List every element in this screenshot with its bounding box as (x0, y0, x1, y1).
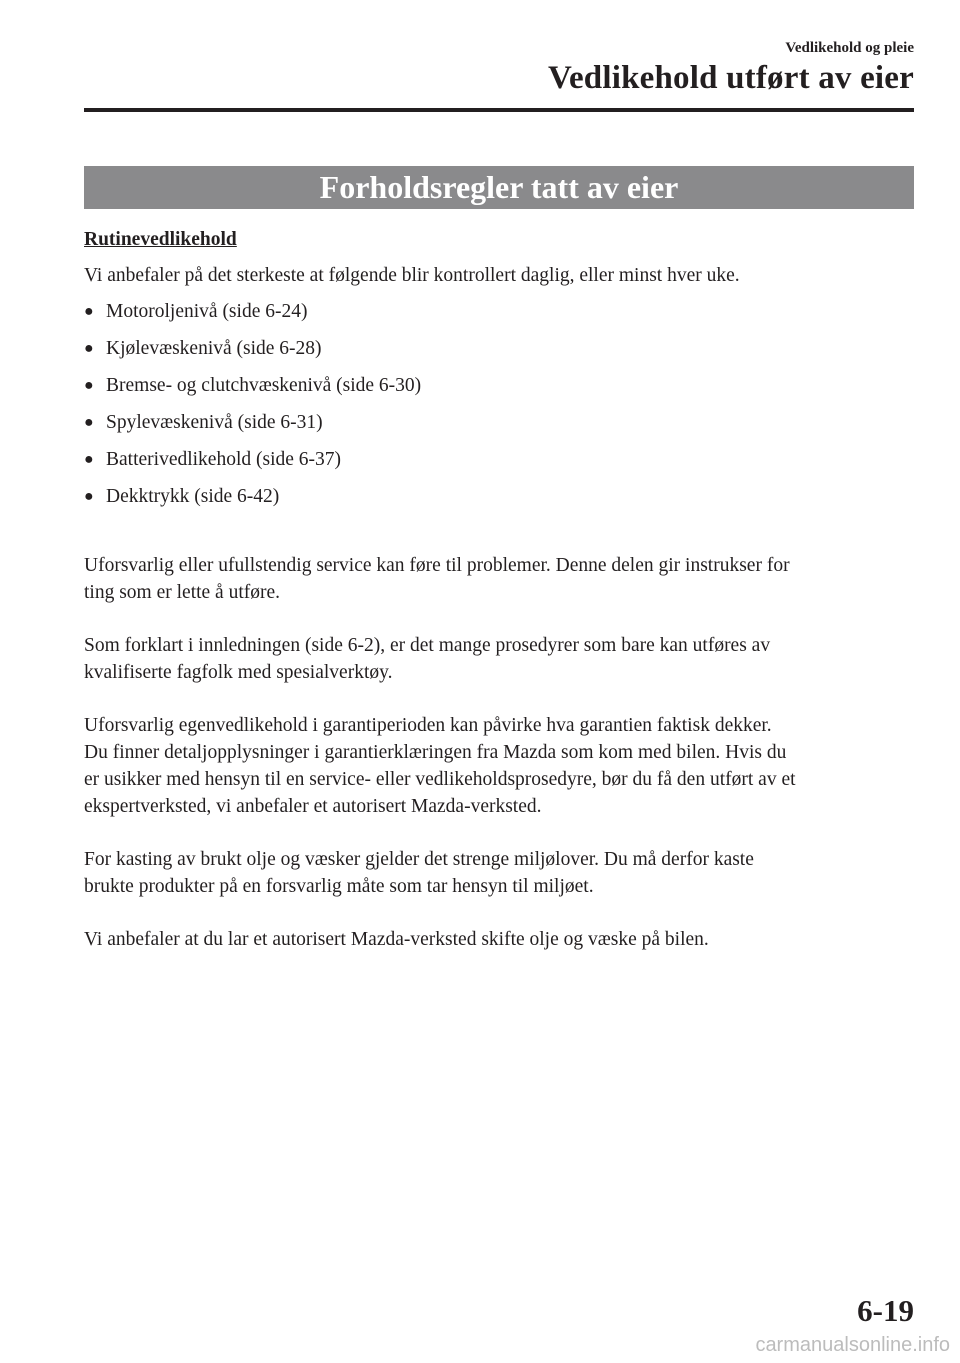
paragraph-procedures (84, 632, 914, 686)
text-line: Uforsvarlig egenvedlikehold i garantiperioden kan påvirke hva garantien faktisk dekker. (84, 715, 772, 736)
list-item-text: Spylevæskenivå (side 6-31) (106, 412, 323, 433)
paragraph-service (84, 552, 914, 606)
list-item-text: Motoroljenivå (side 6-24) (106, 301, 308, 322)
bullet-icon: ● (84, 414, 94, 431)
text-line: er usikker med hensyn til en service- eller vedlikeholdsprosedyre, bør du få den utført av et (84, 769, 796, 790)
list-item (84, 335, 914, 372)
text-line: Som forklart i innledningen (side 6-2), er det mange prosedyrer som bare kan utføres av (84, 635, 771, 656)
text-line: ting som er lette å utføre. (84, 582, 281, 603)
bullet-icon: ● (84, 451, 94, 468)
text-line: brukte produkter på en forsvarlig måte som tar hensyn til miljøet. (84, 876, 594, 897)
text-line: Vi anbefaler at du lar et autorisert Mazda-verksted skifte olje og væske på bilen. (84, 929, 709, 950)
list-item-text: Batterivedlikehold (side 6-37) (106, 449, 342, 470)
page-content (84, 226, 914, 953)
check-list (84, 298, 914, 520)
bullet-icon: ● (84, 340, 94, 357)
subheading: Rutinevedlikehold (84, 229, 237, 250)
watermark: carmanualsonline.info (755, 1334, 950, 1356)
section-banner: Forholdsregler tatt av eier (84, 166, 914, 209)
text-line: Uforsvarlig eller ufullstendig service kan føre til problemer. Denne delen gir instrukser for (84, 555, 790, 576)
bullet-icon: ● (84, 303, 94, 320)
list-item-text: Bremse- og clutchvæskenivå (side 6-30) (106, 375, 422, 396)
text-line: ekspertverksted, vi anbefaler et autorisert Mazda-verksted. (84, 796, 542, 817)
list-item-text: Dekktrykk (side 6-42) (106, 486, 280, 507)
paragraph-environment (84, 846, 914, 900)
list-item (84, 298, 914, 335)
paragraph-recommendation (84, 926, 914, 953)
section-title: Vedlikehold utført av eier (547, 60, 914, 96)
text-line: Du finner detaljopplysninger i garantierklæringen fra Mazda som kom med bilen. Hvis du (84, 742, 787, 763)
header-rule (84, 108, 914, 112)
intro-text: Vi anbefaler på det sterkeste at følgende blir kontrollert daglig, eller minst hver uke. (84, 265, 740, 286)
list-item (84, 483, 914, 520)
list-item (84, 409, 914, 446)
chapter-label: Vedlikehold og pleie (785, 40, 914, 56)
text-line: For kasting av brukt olje og væsker gjelder det strenge miljølover. Du må derfor kaste (84, 849, 754, 870)
bullet-icon: ● (84, 377, 94, 394)
list-item (84, 446, 914, 483)
page-number: 6-19 (857, 1293, 914, 1328)
list-item (84, 372, 914, 409)
list-item-text: Kjølevæskenivå (side 6-28) (106, 338, 322, 359)
text-line: kvalifiserte fagfolk med spesialverktøy. (84, 662, 393, 683)
paragraph-warranty (84, 712, 914, 820)
bullet-icon: ● (84, 488, 94, 505)
